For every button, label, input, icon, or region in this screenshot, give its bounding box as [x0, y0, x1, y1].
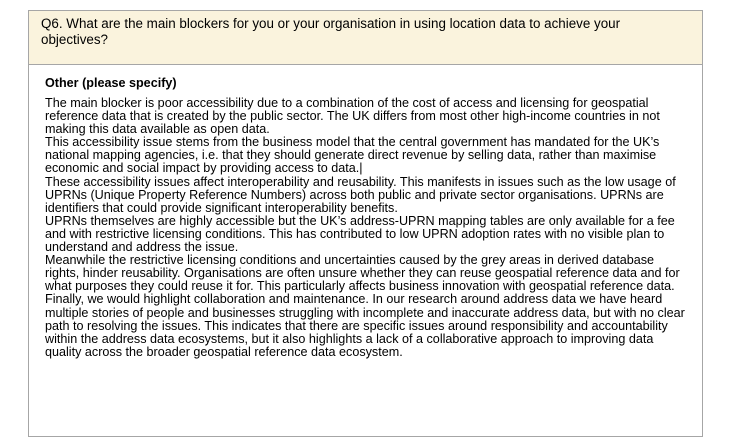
survey-response-box	[28, 10, 703, 437]
answer-body	[29, 65, 702, 359]
question-text: Q6. What are the main blockers for you or your organisation in using location data to achieve your objectives?	[41, 16, 621, 47]
answer-paragraph: This accessibility issue stems from the business model that the central government has mandated for the UK’s national mapping agencies, i.e. that they should generate direct revenue by selling data, rather than maximise economic and social impact by providing access to data.|	[45, 135, 660, 176]
answer-paragraph: Finally, we would highlight collaboration and maintenance. In our research around address data we have heard multiple stories of people and businesses struggling with incomplete and inaccurate address data, but with no clear path to resolving the issues. This indicates that there are specific issues around responsibility and accountability within the address data ecosystems, but it also highlights a lack of a collaborative approach to improving data quality across the broader geospatial reference data ecosystem.	[45, 292, 685, 359]
answer-paragraph: The main blocker is poor accessibility due to a combination of the cost of access and licensing for geospatial reference data that is created by the public sector. The UK differs from most other high-income countries in not making this data available as open data.	[45, 96, 660, 137]
answer-heading: Other (please specify)	[45, 76, 177, 90]
question-header	[29, 11, 702, 65]
answer-paragraph: These accessibility issues affect interoperability and reusability. This manifests in issues such as the low usage of UPRNs (Unique Property Reference Numbers) across both public and private sector organisations. UPRNs are identifiers that could provide significant interoperability benefits.	[45, 174, 676, 215]
answer-paragraph: UPRNs themselves are highly accessible but the UK’s address-UPRN mapping tables are only available for a fee and with restrictive licensing conditions. This has contributed to low UPRN adoption rates with no visible plan to understand and address the issue.	[45, 213, 675, 255]
answer-paragraph: Meanwhile the restrictive licensing conditions and uncertainties caused by the grey areas in derived database rights, hinder reusability. Organisations are often unsure whether they can reuse geospatial reference data and for what purposes they could reuse it for. This particularly affects business innovation with geospatial reference data.	[45, 253, 680, 294]
